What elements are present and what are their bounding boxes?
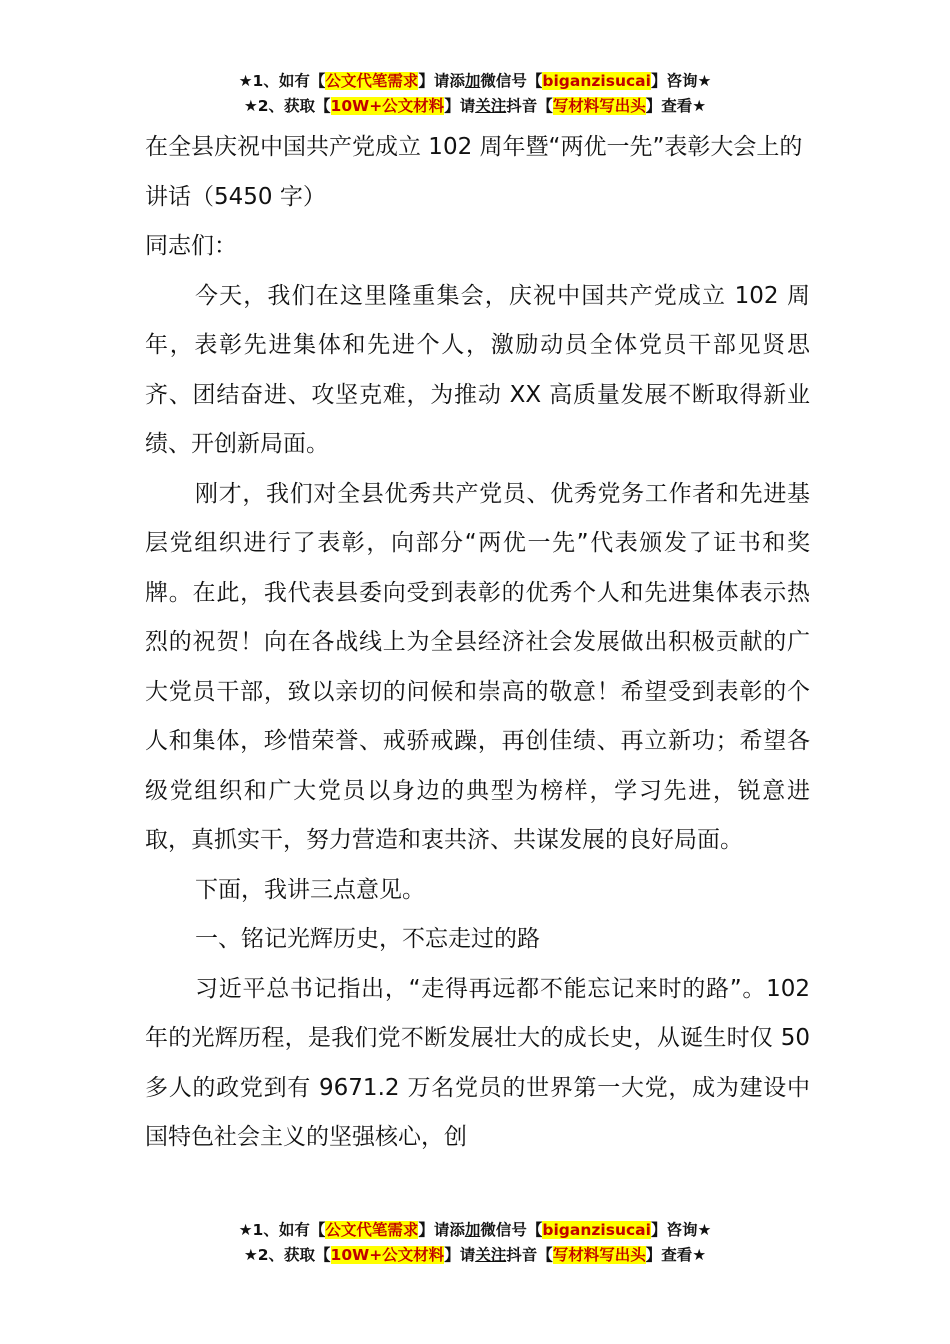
paragraph: 习近平总书记指出，“走得再远都不能忘记来时的路”。102 年的光辉历程，是我们党不断发展壮大的成长史，从诞生时仅 50 多人的政党到有 9671.2 万名党员的世界第一大党，成为建设中国特色社会主义的坚强核心，创 — [145, 975, 810, 1150]
highlight-service: 公文代笔需求 — [325, 1221, 419, 1239]
highlight-wechat-id: biganzisucai — [542, 1221, 651, 1239]
paragraph: 刚才，我们对全县优秀共产党员、优秀党务工作者和先进基层党组织进行了表彰，向部分“两优一先”代表颁发了证书和奖牌。在此，我代表县委向受到表彰的优秀个人和先进集体表示热烈的祝贺！向在各战线上为全县经济社会发展做出积极贡献的广大党员干部，致以亲切的问候和崇高的敬意！希望受到表彰的个人和集体，珍惜荣誉、戒骄戒躁，再创佳绩、再立新功；希望各级党组织和广大党员以身边的典型为榜样，学习先进，锐意进取，真抓实干，努力营造和衷共济、共谋发展的良好局面。 — [145, 480, 810, 853]
document-body — [145, 222, 810, 1163]
document-title: 在全县庆祝中国共产党成立 102 周年暨“两优一先”表彰大会上的讲话（5450 字） — [145, 134, 803, 210]
salutation: 同志们： — [145, 233, 237, 259]
banner-line-1: ★1、如有【公文代笔需求】请添加微信号【biganzisucai】咨询★ — [238, 72, 712, 90]
paragraph: 今天，我们在这里隆重集会，庆祝中国共产党成立 102 周年，表彰先进集体和先进个人，激励动员全体党员干部见贤思齐、团结奋进、攻坚克难，为推动 XX 高质量发展不断取得新业绩、开创新局面。 — [145, 282, 810, 457]
highlight-materials: 10W+公文材料 — [330, 1246, 445, 1264]
star-icon: ★ — [243, 97, 258, 115]
highlight-wechat-id: biganzisucai — [542, 72, 651, 90]
banner-line-2: ★2、获取【10W+公文材料】请关注抖音【写材料写出头】查看★ — [243, 97, 707, 115]
star-icon: ★ — [243, 1246, 258, 1264]
footer-banner — [0, 1218, 950, 1268]
banner-line-2: ★2、获取【10W+公文材料】请关注抖音【写材料写出头】查看★ — [243, 1246, 707, 1264]
star-icon: ★ — [238, 72, 253, 90]
paragraph: 下面，我讲三点意见。 — [195, 876, 425, 903]
header-banner — [0, 69, 950, 119]
section-heading: 一、铭记光辉历史，不忘走过的路 — [195, 926, 540, 952]
banner-line-1: ★1、如有【公文代笔需求】请添加微信号【biganzisucai】咨询★ — [238, 1221, 712, 1239]
highlight-materials: 10W+公文材料 — [330, 97, 445, 115]
highlight-service: 公文代笔需求 — [325, 72, 419, 90]
highlight-douyin: 写材料写出头 — [552, 1246, 646, 1264]
star-icon: ★ — [238, 1221, 253, 1239]
highlight-douyin: 写材料写出头 — [552, 97, 646, 115]
